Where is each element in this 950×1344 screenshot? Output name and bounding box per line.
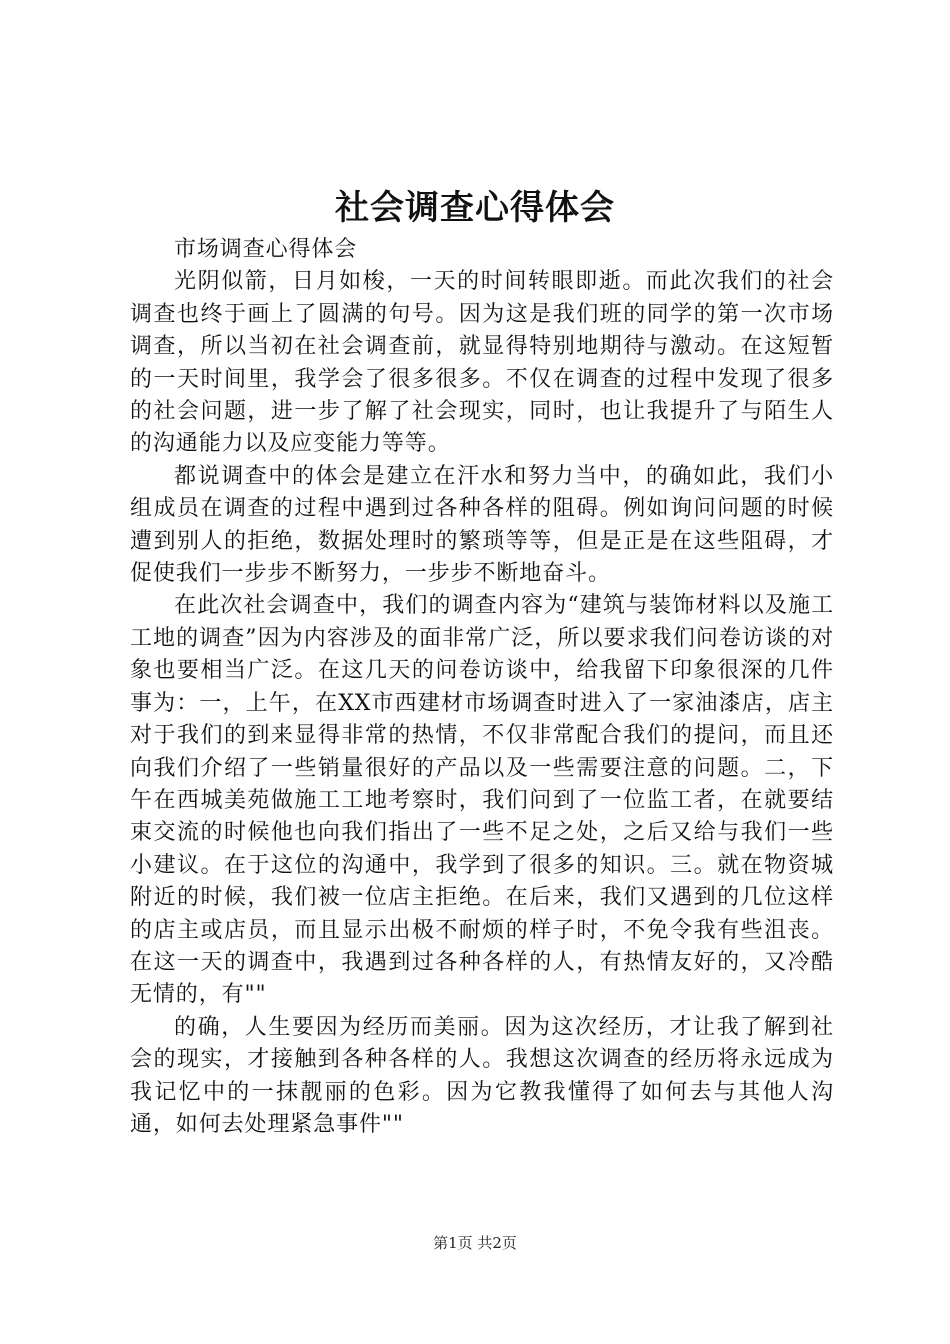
- document-subtitle: 市场调查心得体会: [174, 237, 358, 262]
- document-title: 社会调查心得体会: [335, 188, 615, 228]
- paragraph-1: 光阴似箭，日月如梭，一天的时间转眼即逝。而此次我们的社会调查也终于画上了圆满的句号。因为这是我们班的同学的第一次市场调查，所以当初在社会调查前，就显得特别地期待与激动。在这短暂的一天时间里，我学会了很多很多。不仅在调查的过程中发现了很多的社会问题，进一步了解了社会现实，同时，也让我提升了与陌生人的沟通能力以及应变能力等等。: [130, 269, 834, 457]
- paragraph-4: 的确，人生要因为经历而美丽。因为这次经历，才让我了解到社会的现实，才接触到各种各样的人。我想这次调查的经历将永远成为我记忆中的一抹靓丽的色彩。因为它教我懂得了如何去与其他人沟通，如何去处理紧急事件"": [130, 1014, 834, 1137]
- paragraph-3: 在此次社会调查中，我们的调查内容为“建筑与装饰材料以及施工工地的调查”因为内容涉及的面非常广泛，所以要求我们问卷访谈的对象也要相当广泛。在这几天的问卷访谈中，给我留下印象很深的几件事为：一，上午，在XX市西建材市场调查时进入了一家油漆店，店主对于我们的到来显得非常的热情，不仅非常配合我们的提问，而且还向我们介绍了一些销量很好的产品以及一些需要注意的问题。二，下午在西城美苑做施工工地考察时，我们问到了一位监工者，在就要结束交流的时候他也向我们指出了一些不足之处，之后又给与我们一些小建议。在于这位的沟通中，我学到了很多的知识。三。就在物资城附近的时候，我们被一位店主拒绝。在后来，我们又遇到的几位这样的店主或店员，而且显示出极不耐烦的样子时，不免令我有些沮丧。在这一天的调查中，我遇到过各种各样的人，有热情友好的，又冷酷无情的，有"": [130, 593, 834, 1008]
- paragraph-2: 都说调查中的体会是建立在汗水和努力当中，的确如此，我们小组成员在调查的过程中遇到过各种各样的阻碍。例如询问问题的时候遭到别人的拒绝，数据处理时的繁琐等等，但是正是在这些阻碍，才促使我们一步步不断努力，一步步不断地奋斗。: [130, 463, 834, 587]
- document-body: [130, 234, 834, 1141]
- page-number-footer: 第1页 共2页: [433, 1234, 517, 1252]
